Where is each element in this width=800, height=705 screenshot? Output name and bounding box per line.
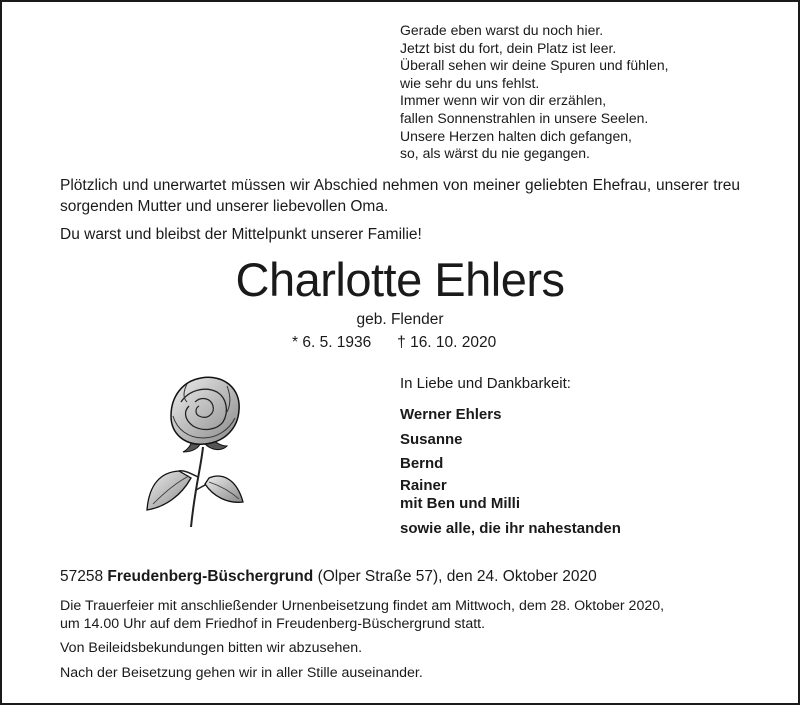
life-dates	[292, 334, 496, 352]
mourner-group	[400, 477, 621, 514]
mourner: Werner Ehlers	[400, 406, 502, 423]
note-line: um 14.00 Uhr auf dem Friedhof in Freudenberg-Büschergrund statt.	[60, 615, 486, 632]
mourner: sowie alle, die ihr nahestanden	[400, 519, 621, 537]
rose-icon	[143, 372, 248, 527]
poem-line: Immer wenn wir von dir erzählen,	[400, 92, 607, 109]
mourner: Susanne	[400, 430, 463, 448]
deceased-name: Charlotte Ehlers	[235, 253, 565, 306]
note-line: Von Beileidsbekundungen bitten wir abzusehen.	[60, 640, 363, 656]
note-line: Die Trauerfeier mit anschließender Urnenbeisetzung findet am Mittwoch, dem 28. Oktober 2020,	[60, 598, 665, 614]
note-line: Nach der Beisetzung gehen wir in aller Stille auseinander.	[60, 664, 423, 681]
poem-line: Jetzt bist du fort, dein Platz ist leer.	[400, 39, 617, 56]
poem-line: Gerade eben warst du noch hier.	[400, 22, 604, 38]
mourner: Bernd	[400, 455, 444, 472]
town: Freudenberg-Büschergrund	[107, 568, 314, 585]
address-date: (Olper Straße 57), den 24. Oktober 2020	[317, 568, 597, 585]
mourner: mit Ben und Milli	[400, 495, 520, 512]
place-date-line	[60, 568, 597, 586]
intro-text: Plötzlich und unerwartet müssen wir Abschied nehmen von meiner geliebten Ehefrau, unserer treu sorgenden Mutter und unserer liebevollen Oma.	[60, 177, 740, 215]
maiden-name: geb. Flender	[356, 311, 444, 328]
notes	[60, 598, 745, 689]
death-date: † 16. 10. 2020	[397, 334, 497, 351]
funeral-info	[60, 598, 745, 633]
poem-line: Unsere Herzen halten dich gefangen,	[400, 127, 632, 144]
mourners-list	[400, 403, 621, 541]
family-line: Du warst und bleibst der Mittelpunkt unserer Familie!	[60, 226, 422, 243]
poem-line: wie sehr du uns fehlst.	[400, 74, 540, 91]
mourner: Rainer	[400, 476, 447, 494]
poem	[400, 22, 669, 163]
poem-line: Überall sehen wir deine Spuren und fühlen,	[400, 57, 669, 74]
poem-line: fallen Sonnenstrahlen in unsere Seelen.	[400, 109, 649, 126]
birth-date: * 6. 5. 1936	[292, 334, 372, 351]
thanks-line: In Liebe und Dankbarkeit:	[400, 375, 571, 392]
zip-code: 57258	[60, 568, 104, 585]
poem-line: so, als wärst du nie gegangen.	[400, 145, 590, 162]
